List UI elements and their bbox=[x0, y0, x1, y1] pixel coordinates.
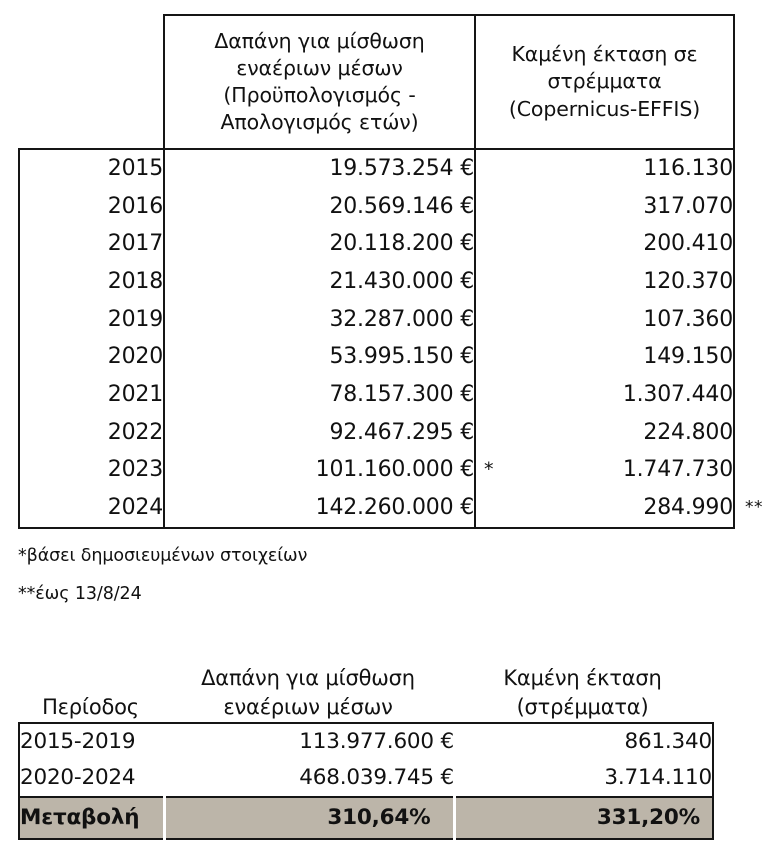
cell-cost-value: 142.260.000 € bbox=[315, 495, 474, 521]
summary-header-burned-line-1: Καμένη έκταση bbox=[503, 666, 662, 691]
cell-cost bbox=[164, 225, 475, 263]
cell-cost bbox=[164, 376, 475, 414]
annual-data-table bbox=[18, 14, 763, 529]
header-cost-line-1: Δαπάνη για μίσθωση bbox=[214, 28, 425, 53]
cell-cost-value: 101.160.000 € bbox=[315, 457, 474, 483]
cell-cost-value: 19.573.254 € bbox=[329, 155, 474, 181]
cell-burned-value: 284.990 bbox=[643, 495, 733, 521]
cell-cost-value: 78.157.300 € bbox=[329, 381, 474, 407]
header-burned-line-3: (Copernicus-EFFIS) bbox=[508, 96, 701, 121]
cell-cost bbox=[164, 414, 475, 452]
summary-section bbox=[18, 650, 712, 840]
cell-burned-value: 116.130 bbox=[643, 155, 733, 181]
cell-period: 2015-2019 bbox=[20, 729, 136, 755]
cell-cost: 468.039.745 € bbox=[299, 765, 454, 791]
cell-cost bbox=[164, 301, 475, 339]
cell-cost bbox=[164, 149, 475, 188]
cell-cost-value: 92.467.295 € bbox=[329, 419, 474, 445]
header-burned-line-2: στρέμματα bbox=[547, 69, 662, 94]
cell-cost-footnote-mark: * bbox=[484, 458, 494, 481]
header-cost-line-2: εναέριων μέσων bbox=[236, 55, 403, 80]
table-row bbox=[19, 489, 734, 528]
header-cell-burned-area bbox=[475, 15, 734, 149]
table-row bbox=[19, 149, 734, 188]
table-row bbox=[19, 723, 713, 760]
header-burned-line-1: Καμένη έκταση σε bbox=[511, 42, 698, 67]
annual-table-header bbox=[19, 15, 734, 149]
summary-header-cost-line-1: Δαπάνη για μίσθωση bbox=[201, 666, 415, 691]
cell-burned-value: 224.800 bbox=[643, 419, 733, 445]
cell-change-burned-percent: 331,20% bbox=[454, 797, 713, 839]
cell-cost-value: 21.430.000 € bbox=[329, 268, 474, 294]
table-row bbox=[19, 338, 734, 376]
cell-year: 2023 bbox=[19, 452, 164, 490]
cell-year: 2024 bbox=[19, 489, 164, 528]
cell-cost-value: 32.287.000 € bbox=[329, 306, 474, 332]
cell-year: 2018 bbox=[19, 263, 164, 301]
cell-cost-value: 20.569.146 € bbox=[329, 193, 474, 219]
cell-burned-area bbox=[475, 301, 734, 339]
cell-burned-area bbox=[475, 489, 763, 528]
cell-burned-area: 3.714.110 bbox=[604, 765, 712, 791]
cell-burned-area bbox=[475, 376, 734, 414]
cell-burned-area bbox=[475, 452, 734, 490]
table-row bbox=[19, 301, 734, 339]
table-row bbox=[19, 760, 713, 797]
cell-year: 2019 bbox=[19, 301, 164, 339]
cell-change-label: Μεταβολή bbox=[19, 797, 164, 839]
cell-burned-value: 120.370 bbox=[643, 268, 733, 294]
header-row bbox=[19, 15, 734, 149]
cell-burned-area bbox=[475, 263, 734, 301]
summary-header-cost bbox=[163, 664, 453, 722]
cell-burned-value: 1.307.440 bbox=[622, 381, 733, 407]
cell-burned-area bbox=[475, 149, 734, 188]
cell-burned-area bbox=[475, 225, 734, 263]
cell-cost bbox=[164, 338, 475, 376]
summary-table-body bbox=[19, 723, 713, 839]
cell-year: 2016 bbox=[19, 188, 164, 226]
footnote-cutoff-date: **έως 13/8/24 bbox=[18, 583, 142, 604]
header-cell-blank bbox=[19, 15, 164, 149]
cell-year: 2021 bbox=[19, 376, 164, 414]
table-row bbox=[19, 188, 734, 226]
cell-year: 2022 bbox=[19, 414, 164, 452]
cell-cost bbox=[164, 263, 475, 301]
cell-change-cost-percent: 310,64% bbox=[164, 797, 454, 839]
cell-burned-area bbox=[475, 338, 734, 376]
summary-header-burned-line-2: (στρέμματα) bbox=[516, 694, 649, 719]
cell-burned-value: 317.070 bbox=[643, 193, 733, 219]
cell-cost: 113.977.600 € bbox=[299, 729, 454, 755]
cell-year: 2020 bbox=[19, 338, 164, 376]
header-cost-line-4: Απολογισμός ετών) bbox=[220, 110, 419, 135]
cell-burned-area: 861.340 bbox=[624, 729, 712, 755]
cell-year: 2015 bbox=[19, 149, 164, 188]
header-cost-line-3: (Προϋπολογισμός - bbox=[223, 83, 416, 107]
table-row bbox=[19, 414, 734, 452]
table-row bbox=[19, 452, 734, 490]
cell-year: 2017 bbox=[19, 225, 164, 263]
table-row bbox=[19, 225, 734, 263]
period-summary-table bbox=[18, 722, 714, 840]
cell-cost bbox=[164, 188, 475, 226]
cell-burned-footnote-mark: ** bbox=[745, 497, 763, 518]
cell-period: 2020-2024 bbox=[20, 765, 136, 791]
cell-cost bbox=[164, 452, 494, 490]
cell-burned-area bbox=[475, 414, 734, 452]
table-row-change-highlighted bbox=[19, 797, 713, 839]
cell-burned-value: 149.150 bbox=[643, 344, 733, 370]
cell-burned-value: 107.360 bbox=[643, 306, 733, 332]
cell-cost bbox=[164, 489, 475, 528]
footnote-published-data: *βάσει δημοσιευμένων στοιχείων bbox=[18, 546, 308, 566]
footnotes-block bbox=[18, 548, 618, 623]
cell-cost-value: 20.118.200 € bbox=[329, 231, 474, 257]
summary-table-header bbox=[18, 650, 712, 722]
summary-header-burned-area bbox=[453, 664, 712, 722]
cell-burned-area bbox=[475, 188, 734, 226]
annual-table-body bbox=[19, 149, 763, 528]
table-row bbox=[19, 376, 734, 414]
cell-cost-value: 53.995.150 € bbox=[329, 344, 474, 370]
summary-header-period: Περίοδος bbox=[42, 695, 139, 719]
cell-burned-value: 200.410 bbox=[643, 231, 733, 257]
header-cell-cost bbox=[164, 15, 475, 149]
summary-header-cost-line-2: εναέριων μέσων bbox=[223, 694, 393, 719]
table-row bbox=[19, 263, 734, 301]
cell-burned-value: 1.747.730 bbox=[622, 457, 733, 483]
